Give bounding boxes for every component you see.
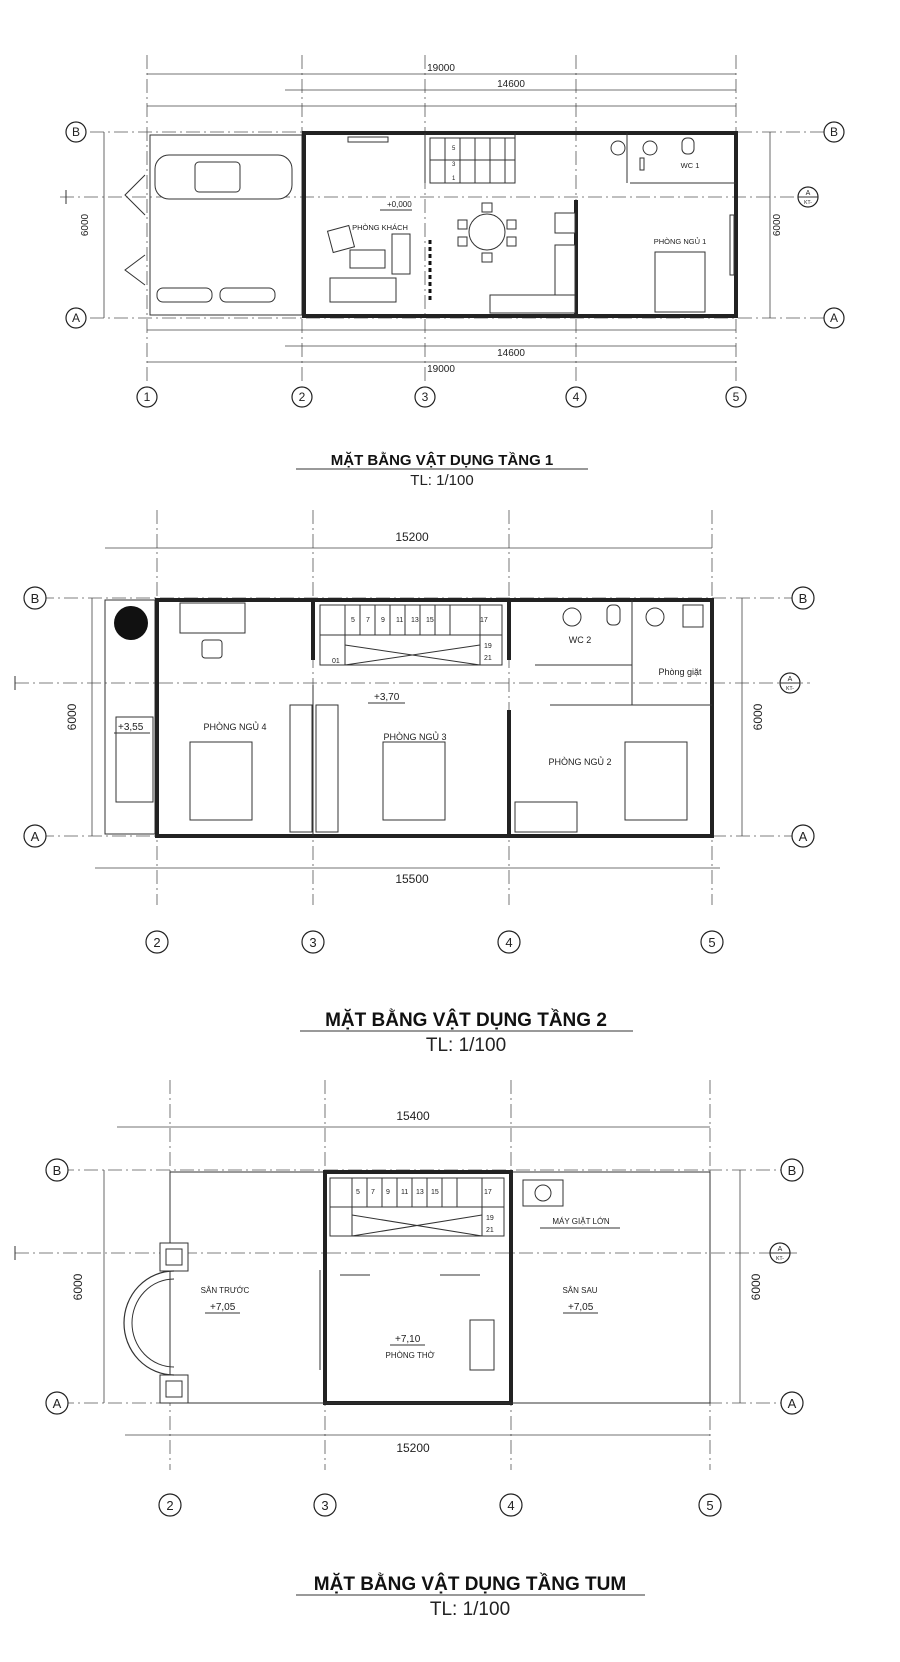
room-label: PHÒNG NGỦ 1 xyxy=(653,237,707,246)
dim-bottom-outer: 19000 xyxy=(427,364,455,375)
tv-cabinet xyxy=(348,137,388,142)
motorbike-icon xyxy=(157,288,212,302)
room-label: PHÒNG KHÁCH xyxy=(352,223,408,232)
axis-label: 5 xyxy=(708,935,716,950)
wardrobe-icon xyxy=(316,705,338,832)
plan-title: MẶT BẰNG VẬT DỤNG TẦNG 2 xyxy=(325,1010,607,1031)
axis-label: A xyxy=(787,1396,797,1411)
stair-num: 7 xyxy=(366,617,370,624)
room-label: WC 2 xyxy=(568,635,592,645)
axis-label: B xyxy=(71,125,81,139)
plan-title: MẶT BẰNG VẬT DỤNG TẦNG 1 xyxy=(330,452,554,469)
axis-label: 2 xyxy=(298,390,306,404)
axis-bubbles-x xyxy=(159,1494,721,1516)
svg-text:A: A xyxy=(805,190,811,197)
svg-text:A: A xyxy=(777,1246,783,1253)
stair-num: 13 xyxy=(416,1189,424,1196)
level-middle: +7,10 xyxy=(395,1334,421,1345)
bed-icon xyxy=(383,742,445,820)
room-label: SÂN TRƯỚC xyxy=(200,1286,250,1295)
axis-label: 5 xyxy=(706,1498,714,1513)
sink-icon xyxy=(563,608,581,626)
level-back: +7,05 xyxy=(568,1302,594,1313)
axis-label: 4 xyxy=(572,390,580,404)
chair-icon xyxy=(202,640,222,658)
desk-icon xyxy=(180,603,245,633)
level-tang-1: +0,000 xyxy=(387,200,412,209)
section-mark xyxy=(798,187,818,207)
room-label: Phòng giặt xyxy=(658,667,702,677)
plan-tang-1 xyxy=(60,55,844,489)
axis-label: 4 xyxy=(507,1498,515,1513)
axis-label: B xyxy=(30,591,40,606)
axis-label: 3 xyxy=(321,1498,329,1513)
plan-tang-2 xyxy=(15,510,814,1056)
stair-num: 5 xyxy=(351,617,355,624)
stair-num: 11 xyxy=(401,1189,409,1196)
axis-label: A xyxy=(52,1396,62,1411)
stair-num: 9 xyxy=(386,1189,390,1196)
axis-bubbles-x xyxy=(137,387,746,407)
axis-label: A xyxy=(71,311,81,325)
stair-num: 13 xyxy=(411,617,419,624)
axis-label: 2 xyxy=(153,935,161,950)
tree-icon xyxy=(114,606,148,640)
stair-num: 17 xyxy=(484,1189,492,1196)
plan-title: MẶT BẰNG VẬT DỤNG TẦNG TUM xyxy=(313,1574,627,1595)
dim-top-inner: 14600 xyxy=(497,79,525,90)
dim-bottom: 15200 xyxy=(396,1441,430,1455)
fridge-icon xyxy=(555,213,575,233)
dining-table xyxy=(469,214,505,250)
toilet-icon xyxy=(682,138,694,154)
stair-num: 19 xyxy=(486,1215,494,1222)
stair-num: 7 xyxy=(371,1189,375,1196)
stair-num: 15 xyxy=(426,617,434,624)
svg-text:KT-: KT- xyxy=(786,686,794,692)
sink-icon xyxy=(643,141,657,155)
svg-text:KT-: KT- xyxy=(804,200,812,206)
axis-label: B xyxy=(52,1163,62,1178)
dim-side-left: 6000 xyxy=(80,213,91,237)
axis-label: 3 xyxy=(309,935,317,950)
dim-side-right: 6000 xyxy=(751,703,765,731)
dim-side-left: 6000 xyxy=(71,1273,85,1301)
room-label: PHÒNG NGỦ 3 xyxy=(383,732,447,742)
room-label: PHÒNG NGỦ 2 xyxy=(548,757,612,767)
washing-machine-icon xyxy=(523,1180,563,1206)
wardrobe-icon xyxy=(515,802,577,832)
axis-label: B xyxy=(798,591,808,606)
stair-num: 01 xyxy=(332,658,340,665)
axis-label: 4 xyxy=(505,935,513,950)
room-label: WC 1 xyxy=(680,161,700,170)
pillar-icon xyxy=(160,1375,188,1403)
armchair-icon xyxy=(328,226,355,253)
dim-side-right: 6000 xyxy=(749,1273,763,1301)
section-mark xyxy=(780,673,800,693)
altar-icon xyxy=(470,1320,494,1370)
room-label: PHÒNG NGỦ 4 xyxy=(203,722,267,732)
bed-icon xyxy=(190,742,252,820)
stair-num: 3 xyxy=(452,162,456,168)
stair-num: 15 xyxy=(431,1189,439,1196)
axis-label: 3 xyxy=(421,390,429,404)
sink-icon xyxy=(646,608,664,626)
axis-label: 1 xyxy=(143,390,151,404)
stair-num: 21 xyxy=(486,1227,494,1234)
stair-tang-2 xyxy=(320,605,502,665)
room-label: MÁY GIẶT LỚN xyxy=(552,1217,610,1226)
stair-tang-tum xyxy=(330,1178,504,1236)
stair-tang-1 xyxy=(430,138,515,183)
stair-num: 21 xyxy=(484,655,492,662)
room-label: SÂN SAU xyxy=(562,1286,598,1295)
sink-icon xyxy=(611,141,625,155)
axis-bubbles-x xyxy=(146,931,723,953)
kitchen-counter xyxy=(555,245,575,295)
stair-num: 5 xyxy=(452,146,456,152)
svg-text:KT-: KT- xyxy=(776,1256,784,1262)
level-front: +7,05 xyxy=(210,1302,236,1313)
motorbike-icon xyxy=(220,288,275,302)
axis-label: B xyxy=(829,125,839,139)
coffee-table xyxy=(350,250,385,268)
stair-num: 5 xyxy=(356,1189,360,1196)
dim-side-right: 6000 xyxy=(772,213,783,237)
plan-tang-tum xyxy=(15,1080,803,1620)
dim-bottom-inner: 14600 xyxy=(497,348,525,359)
axis-label: A xyxy=(30,829,40,844)
axis-label: A xyxy=(798,829,808,844)
axis-label: 5 xyxy=(732,390,740,404)
dim-top: 15200 xyxy=(395,530,429,544)
dim-bottom: 15500 xyxy=(395,872,429,886)
pillar-icon xyxy=(160,1243,188,1271)
bed-icon xyxy=(655,252,705,312)
stair-num: 17 xyxy=(480,617,488,624)
level-balcony: +3,55 xyxy=(118,722,144,733)
level-tang-2: +3,70 xyxy=(374,692,400,703)
stair-num: 19 xyxy=(484,643,492,650)
stair-num: 1 xyxy=(452,176,456,182)
wardrobe-icon xyxy=(290,705,312,832)
axis-label: B xyxy=(787,1163,797,1178)
armchair-icon xyxy=(392,234,410,274)
plan-scale: TL: 1/100 xyxy=(425,1035,507,1056)
sofa-icon xyxy=(330,278,396,302)
room-label: PHÒNG THỜ xyxy=(385,1351,435,1360)
axis-label: 2 xyxy=(166,1498,174,1513)
kitchen-counter xyxy=(490,295,575,313)
stair-num: 11 xyxy=(396,617,404,624)
dim-top: 15400 xyxy=(396,1109,430,1123)
dim-top-outer: 19000 xyxy=(427,63,455,74)
washing-machine-icon xyxy=(683,605,703,627)
svg-text:A: A xyxy=(787,676,793,683)
dim-side-left: 6000 xyxy=(65,703,79,731)
plan-scale: TL: 1/100 xyxy=(429,1599,511,1620)
section-mark xyxy=(770,1243,790,1263)
toilet-icon xyxy=(607,605,620,625)
stair-num: 9 xyxy=(381,617,385,624)
bed-icon xyxy=(625,742,687,820)
plan-scale: TL: 1/100 xyxy=(410,472,474,489)
axis-label: A xyxy=(829,311,839,325)
